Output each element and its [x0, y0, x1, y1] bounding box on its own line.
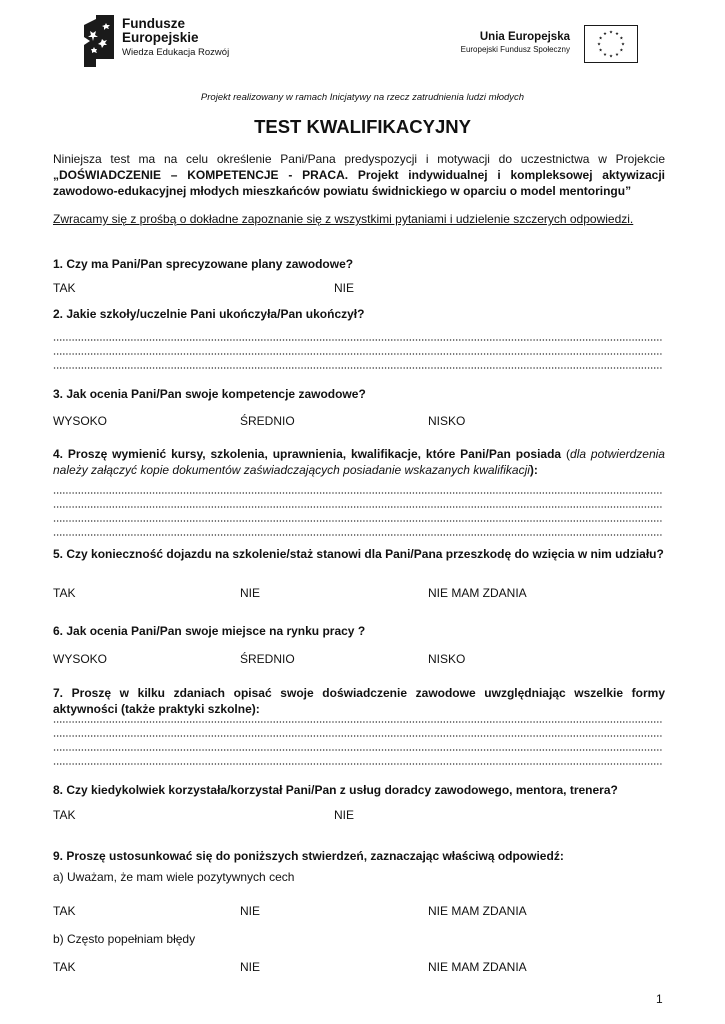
fe-flag-icon [84, 15, 114, 67]
answer-line[interactable] [53, 735, 663, 737]
q9b-option-nie-mam-zdania[interactable]: NIE MAM ZDANIA [428, 960, 527, 974]
fundusze-europejskie-logo [84, 15, 254, 67]
q5-option-nie[interactable]: NIE [240, 586, 261, 600]
project-note: Projekt realizowany w ramach Inicjatywy na rzecz zatrudnienia ludzi młodych [200, 92, 525, 103]
question-5: 5. Czy konieczność dojazdu na szkolenie/staż stanowi dla Pani/Pana przeszkodę do wzięcia w nim udziału? [53, 547, 664, 561]
q8-option-nie[interactable]: NIE [334, 808, 355, 822]
fe-logo-line1: Fundusze [122, 16, 185, 31]
question-4 [53, 446, 665, 478]
q6-option-wysoko[interactable]: WYSOKO [53, 652, 108, 666]
q9-statement-b: b) Często popełniam błędy [53, 932, 196, 946]
q6-option-nisko[interactable]: NISKO [428, 652, 466, 666]
eu-logo-line1: Unia Europejska [479, 31, 570, 43]
q9-statement-a: a) Uważam, że mam wiele pozytywnych cech [53, 870, 295, 884]
q3-option-srednio[interactable]: ŚREDNIO [240, 414, 295, 428]
fe-logo-line2: Europejskie [122, 30, 199, 46]
q8-option-tak[interactable]: TAK [53, 808, 76, 822]
q9a-option-nie[interactable]: NIE [240, 904, 261, 918]
eu-flag-icon [584, 25, 638, 63]
answer-line[interactable] [53, 520, 663, 522]
question-3: 3. Jak ocenia Pani/Pan swoje kompetencje zawodowe? [53, 387, 366, 401]
request-note: Zwracamy się z prośbą o dokładne zapoznanie się z wszystkimi pytaniami i udzielenie szczerych odpowiedzi. [53, 212, 634, 226]
unia-europejska-logo [458, 25, 638, 65]
fe-logo-line3: Wiedza Edukacja Rozwój [122, 47, 230, 59]
q4-text: 4. Proszę wymienić kursy, szkolenia, uprawnienia, kwalifikacje, które Pani/Pan posiada [53, 447, 562, 461]
q9a-option-tak[interactable]: TAK [53, 904, 76, 918]
q4-paren-open: ( [561, 447, 571, 461]
answer-line[interactable] [53, 534, 663, 536]
question-7: 7. Proszę w kilku zdaniach opisać swoje doświadczenie zawodowe uwzględniając wszelkie formy aktywności (także praktyki szkolne): [53, 686, 665, 716]
question-6: 6. Jak ocenia Pani/Pan swoje miejsce na rynku pracy ? [53, 624, 366, 638]
q4-end: ): [529, 463, 538, 477]
answer-line[interactable] [53, 506, 663, 508]
q6-option-srednio[interactable]: ŚREDNIO [240, 652, 295, 666]
question-9: 9. Proszę ustosunkować się do poniższych stwierdzeń, zaznaczając właściwą odpowiedź: [53, 849, 564, 863]
answer-line[interactable] [53, 492, 663, 494]
q9b-option-tak[interactable]: TAK [53, 960, 76, 974]
eu-logo-line2: Europejski Fundusz Społeczny [460, 45, 570, 54]
question-2: 2. Jakie szkoły/uczelnie Pani ukończyła/Pan ukończył? [53, 307, 365, 321]
page-title: TEST KWALIFIKACYJNY [254, 116, 471, 137]
q5-option-tak[interactable]: TAK [53, 586, 76, 600]
question-8: 8. Czy kiedykolwiek korzystała/korzystał Pani/Pan z usług doradcy zawodowego, mentora, trenera? [53, 783, 618, 797]
intro-text: Niniejsza test ma na celu określenie Pani/Pana predyspozycji i motywacji do uczestnictwa w Projekcie [53, 152, 665, 166]
q1-option-tak[interactable]: TAK [53, 281, 76, 295]
q4-note: dla potwierdzenia należy załączyć kopie dokumentów zaświadczających posiadanie wskazanych kwalifikacji [53, 447, 665, 477]
answer-line[interactable] [53, 339, 663, 341]
q9a-option-nie-mam-zdania[interactable]: NIE MAM ZDANIA [428, 904, 527, 918]
question-1: 1. Czy ma Pani/Pan sprecyzowane plany zawodowe? [53, 257, 354, 271]
q3-option-nisko[interactable]: NISKO [428, 414, 466, 428]
answer-line[interactable] [53, 353, 663, 355]
q3-option-wysoko[interactable]: WYSOKO [53, 414, 108, 428]
page-number: 1 [656, 992, 663, 1006]
q5-option-nie-mam-zdania[interactable]: NIE MAM ZDANIA [428, 586, 527, 600]
answer-line[interactable] [53, 763, 663, 765]
q9b-option-nie[interactable]: NIE [240, 960, 261, 974]
intro-paragraph [53, 151, 665, 199]
answer-line[interactable] [53, 749, 663, 751]
answer-line[interactable] [53, 367, 663, 369]
q1-option-nie[interactable]: NIE [334, 281, 355, 295]
answer-line[interactable] [53, 721, 663, 723]
project-name: „DOŚWIADCZENIE – KOMPETENCJE - PRACA. Projekt indywidualnej i kompleksowej aktywizacji zawodowo-edukacyjnej młodych mieszkańców powiatu świdnickiego w oparciu o model mentoringu” [53, 168, 665, 198]
